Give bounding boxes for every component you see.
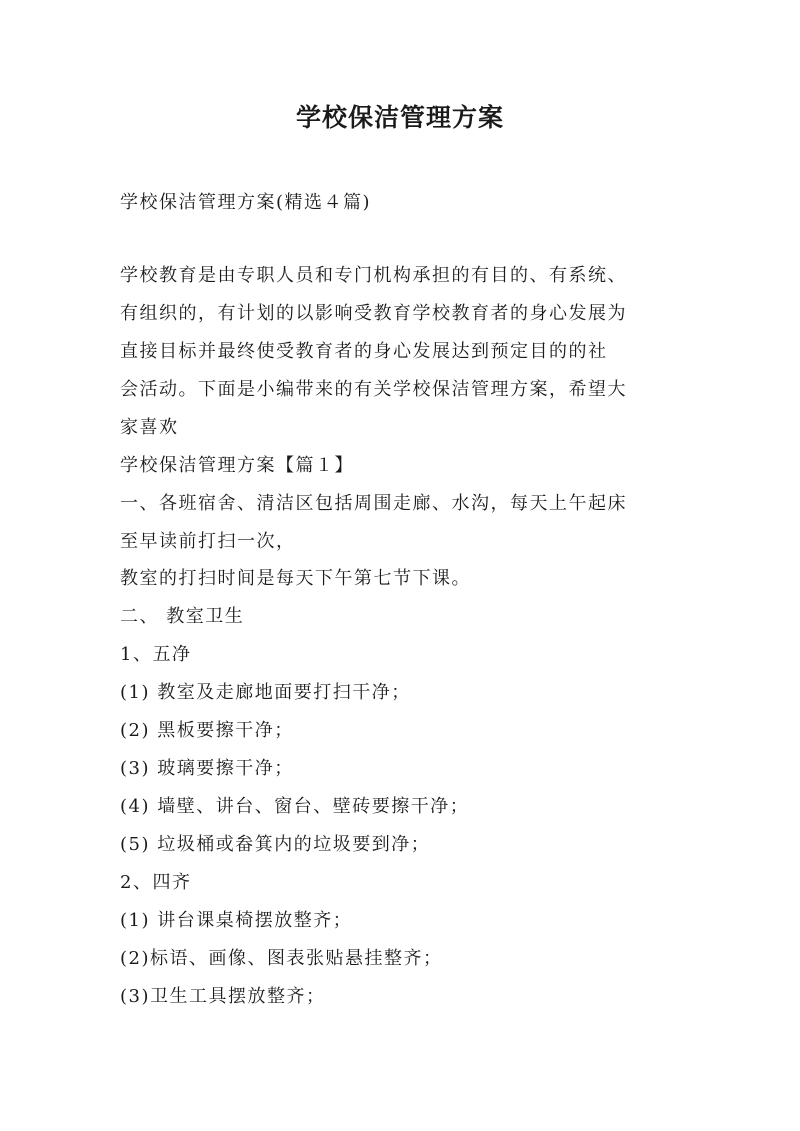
body-line: (3)卫生工具摆放整齐； bbox=[120, 986, 326, 1007]
body-line: 至早读前打扫一次， bbox=[120, 531, 296, 552]
section-heading: 学校保洁管理方案【篇１】 bbox=[120, 455, 354, 476]
body-line: (1) 讲台课桌椅摆放整齐； bbox=[120, 910, 353, 931]
body-line: (3) 玻璃要擦干净； bbox=[120, 758, 294, 779]
body-line: (4) 墙壁、讲台、窗台、壁砖要擦干净； bbox=[120, 796, 470, 817]
body-line: (2) 黑板要擦干净； bbox=[120, 720, 294, 741]
body-line: 1、五净 bbox=[120, 644, 192, 665]
body-line: 一、各班宿舍、清洁区包括周围走廊、水沟，每天上午起床 bbox=[120, 493, 627, 514]
intro-line: 直接目标并最终使受教育者的身心发展达到预定目的的社 bbox=[120, 341, 608, 362]
body-line: (2)标语、画像、图表张贴悬挂整齐； bbox=[120, 948, 443, 969]
body-line: 2、四齐 bbox=[120, 872, 192, 893]
document-subtitle: 学校保洁管理方案(精选４篇) bbox=[120, 192, 372, 213]
body-line: 教室的打扫时间是每天下午第七节下课。 bbox=[120, 568, 471, 589]
body-line: 二、 教室卫生 bbox=[120, 606, 245, 627]
body-line: (5) 垃圾桶或畚箕内的垃圾要到净； bbox=[120, 834, 431, 855]
intro-line: 有组织的，有计划的以影响受教育学校教育者的身心发展为 bbox=[120, 303, 627, 324]
intro-line: 会活动。下面是小编带来的有关学校保洁管理方案，希望大 bbox=[120, 379, 627, 400]
intro-line: 家喜欢 bbox=[120, 417, 179, 438]
body-line: (1) 教室及走廊地面要打扫干净； bbox=[120, 682, 411, 703]
page-title: 学校保洁管理方案 bbox=[295, 103, 504, 132]
intro-line: 学校教育是由专职人员和专门机构承担的有目的、有系统、 bbox=[120, 265, 627, 286]
